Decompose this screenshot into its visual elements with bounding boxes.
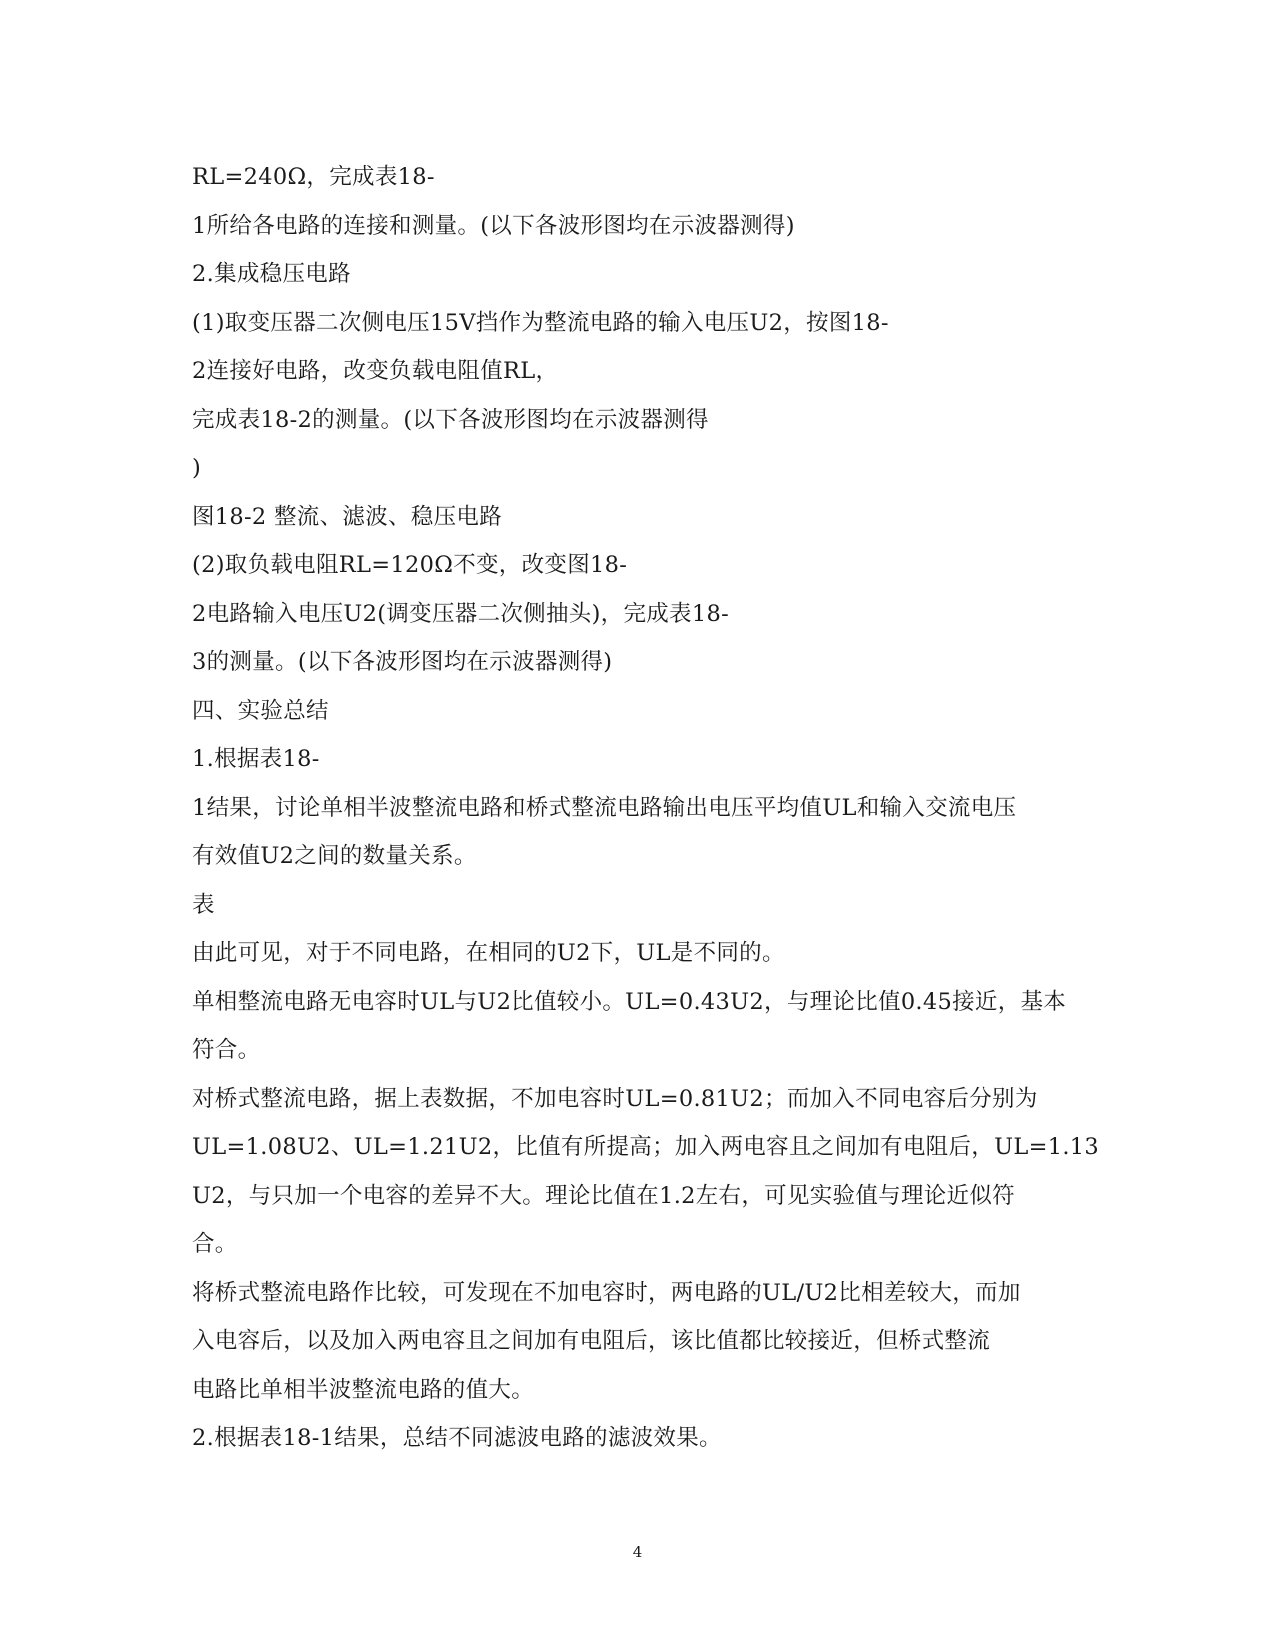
text-line: 1所给各电路的连接和测量。(以下各波形图均在示波器测得) — [192, 212, 795, 239]
section-heading: 四、实验总结 — [192, 697, 329, 724]
page-number: 4 — [632, 1543, 643, 1561]
text-line: RL=240Ω，完成表18- — [192, 164, 435, 190]
section-heading: 2.集成稳压电路 — [192, 261, 351, 287]
text-line: 符合。 — [192, 1037, 261, 1063]
text-line: 1.根据表18- — [192, 746, 320, 772]
text-line: 1结果，讨论单相半波整流电路和桥式整流电路输出电压平均值UL和输入交流电压 — [192, 794, 1017, 821]
text-line: 将桥式整流电路作比较，可发现在不加电容时，两电路的UL/U2比相差较大，而加 — [192, 1279, 1021, 1306]
text-line: 2电路输入电压U2(调变压器二次侧抽头)，完成表18- — [192, 600, 729, 627]
text-line: U2，与只加一个电容的差异不大。理论比值在1.2左右，可见实验值与理论近似符 — [192, 1182, 1015, 1209]
text-line: 由此可见，对于不同电路，在相同的U2下，UL是不同的。 — [192, 940, 785, 966]
text-line: ) — [192, 455, 202, 481]
text-line: 单相整流电路无电容时UL与U2比值较小。UL=0.43U2，与理论比值0.45接近，基本 — [192, 988, 1067, 1015]
text-line: 入电容后，以及加入两电容且之间加有电阻后，该比值都比较接近，但桥式整流 — [192, 1328, 991, 1354]
text-line: 合。 — [192, 1231, 238, 1257]
text-line: (1)取变压器二次侧电压15V挡作为整流电路的输入电压U2，按图18- — [192, 309, 889, 336]
text-line: 对桥式整流电路，据上表数据，不加电容时UL=0.81U2；而加入不同电容后分别为 — [192, 1085, 1038, 1112]
text-line: 3的测量。(以下各波形图均在示波器测得) — [192, 649, 613, 675]
text-line: 电路比单相半波整流电路的值大。 — [192, 1376, 535, 1403]
table-label: 表 — [192, 891, 215, 918]
text-line: UL=1.08U2、UL=1.21U2，比值有所提高；加入两电容且之间加有电阻后，UL=1.13 — [192, 1134, 1100, 1160]
text-line: (2)取负载电阻RL=120Ω不变，改变图18- — [192, 552, 628, 578]
figure-caption: 图18-2 整流、滤波、稳压电路 — [192, 503, 503, 530]
body-text — [192, 153, 1100, 1463]
text-line: 2连接好电路，改变负载电阻值RL， — [192, 358, 559, 384]
text-line: 完成表18-2的测量。(以下各波形图均在示波器测得 — [192, 406, 709, 433]
text-line: 有效值U2之间的数量关系。 — [192, 843, 477, 869]
text-line: 2.根据表18-1结果，总结不同滤波电路的滤波效果。 — [192, 1425, 722, 1451]
